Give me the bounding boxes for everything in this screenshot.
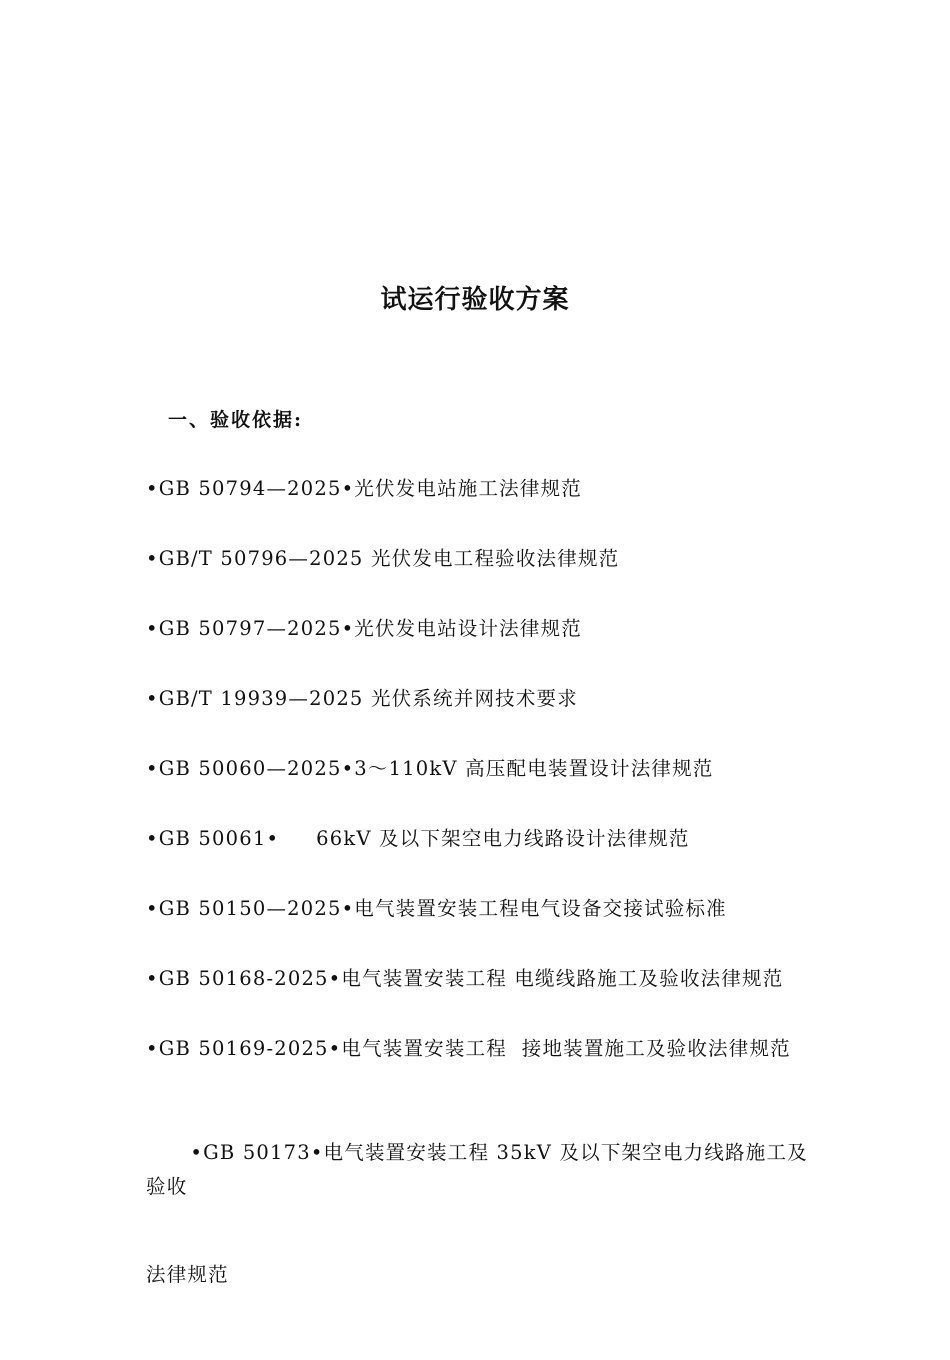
reference-item: •GB 50150—2025•电气装置安装工程电气设备交接试验标准 [146,897,727,920]
reference-item: •GB 50794—2025•光伏发电站施工法律规范 [146,477,582,500]
reference-line-2: 法律规范 [146,1263,229,1286]
reference-item: •GB/T 19939—2025 光伏系统并网技术要求 [146,687,578,710]
reference-item: •GB/T 50796—2025 光伏发电工程验收法律规范 [146,547,620,570]
reference-item-multiline [146,1102,826,1360]
reference-line-1: •GB 50173•电气装置安装工程 35kV 及以下架空电力线路施工及验收 [146,1141,808,1198]
reference-item: •GB 50797—2025•光伏发电站设计法律规范 [146,617,582,640]
reference-list [146,474,826,1360]
reference-item: •GB 50061• 66kV 及以下架空电力线路设计法律规范 [146,827,690,850]
reference-item: •GB 50169-2025•电气装置安装工程 接地装置施工及验收法律规范 [146,1037,791,1060]
reference-item: •GB 50168-2025•电气装置安装工程 电缆线路施工及验收法律规范 [146,967,784,990]
section-heading: 一、验收依据: [168,409,304,431]
document-title: 试运行验收方案 [380,285,570,315]
reference-item: •GB 50060—2025•3～110kV 高压配电装置设计法律规范 [146,757,714,780]
